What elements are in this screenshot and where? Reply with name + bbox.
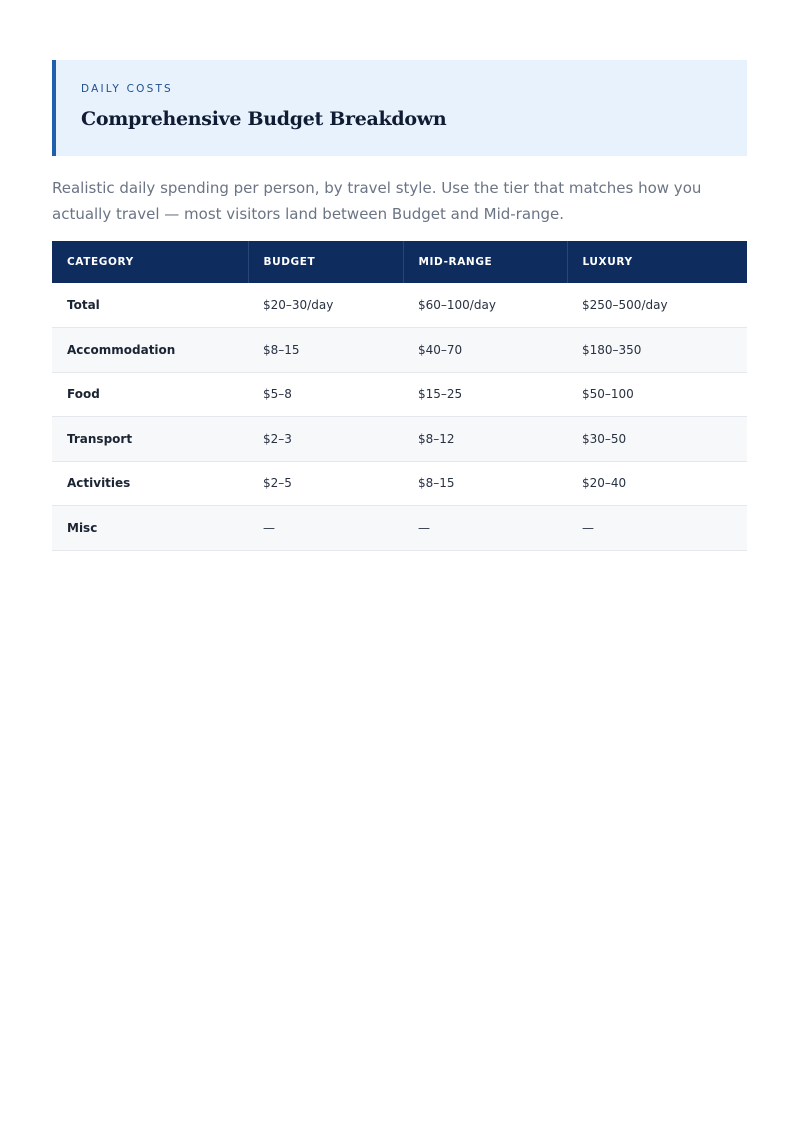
- cell-luxury: $180–350: [567, 328, 747, 373]
- cell-mid-range: $15–25: [403, 372, 567, 417]
- cell-luxury: $250–500/day: [567, 283, 747, 328]
- column-header-category: CATEGORY: [52, 241, 248, 283]
- cell-luxury: —: [567, 506, 747, 551]
- cell-budget: $2–3: [248, 417, 403, 462]
- section-eyebrow: DAILY COSTS: [81, 83, 173, 95]
- section-header: [52, 60, 747, 156]
- table-body: [52, 283, 747, 550]
- cell-luxury: $50–100: [567, 372, 747, 417]
- table-header: [52, 241, 747, 283]
- row-category: Food: [52, 372, 248, 417]
- cell-budget: $5–8: [248, 372, 403, 417]
- cell-mid-range: $40–70: [403, 328, 567, 373]
- cell-budget: $2–5: [248, 461, 403, 506]
- column-header-budget: BUDGET: [248, 241, 403, 283]
- row-category: Activities: [52, 461, 248, 506]
- table-row: [52, 417, 747, 462]
- cell-mid-range: —: [403, 506, 567, 551]
- row-category: Accommodation: [52, 328, 248, 373]
- cell-budget: —: [248, 506, 403, 551]
- row-category: Transport: [52, 417, 248, 462]
- table-row: [52, 283, 747, 328]
- table-header-row: [52, 241, 747, 283]
- cell-mid-range: $60–100/day: [403, 283, 567, 328]
- row-category: Misc: [52, 506, 248, 551]
- cell-mid-range: $8–12: [403, 417, 567, 462]
- column-header-luxury: LUXURY: [567, 241, 747, 283]
- cell-mid-range: $8–15: [403, 461, 567, 506]
- cell-budget: $20–30/day: [248, 283, 403, 328]
- row-category: Total: [52, 283, 248, 328]
- column-header-mid-range: MID-RANGE: [403, 241, 567, 283]
- section-title: Comprehensive Budget Breakdown: [81, 108, 447, 130]
- cell-luxury: $20–40: [567, 461, 747, 506]
- budget-table: [52, 241, 747, 551]
- cell-luxury: $30–50: [567, 417, 747, 462]
- cell-budget: $8–15: [248, 328, 403, 373]
- table-row: [52, 328, 747, 373]
- table-row: [52, 506, 747, 551]
- table-row: [52, 372, 747, 417]
- intro-paragraph: Realistic daily spending per person, by travel style. Use the tier that matches how you actually travel — most visitors land between Budget and Mid-range.: [52, 179, 702, 223]
- table-row: [52, 461, 747, 506]
